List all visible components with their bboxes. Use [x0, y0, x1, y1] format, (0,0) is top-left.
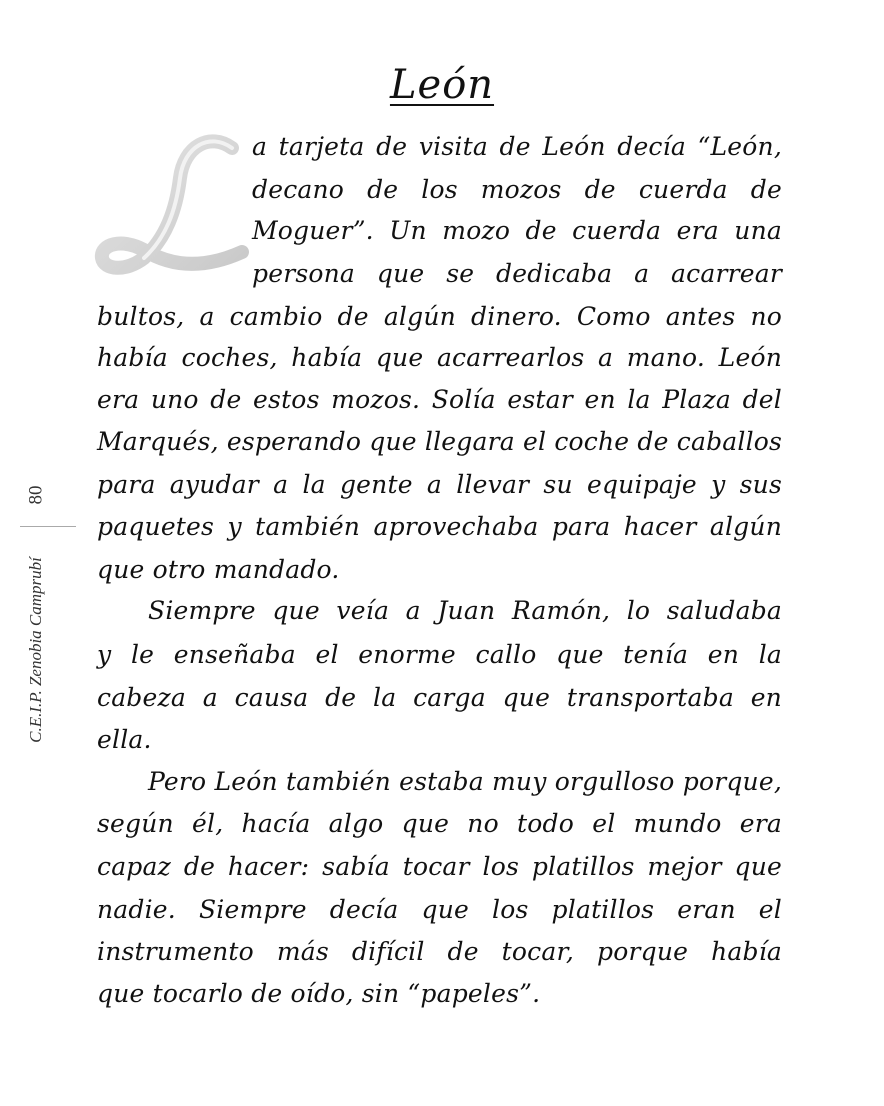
text-line: que tocarlo de oído, sin “papeles”.: [97, 979, 541, 1008]
text-line: a tarjeta de visita de León decía “León,: [252, 132, 782, 161]
text-line: bultos, a cambio de algún dinero. Como antes no: [97, 302, 782, 331]
text-line: Marqués, esperando que llegara el coche de caballos: [97, 427, 783, 456]
margin-footer: [14, 470, 58, 760]
text-line: era uno de estos mozos. Solía estar en la Plaza del: [97, 385, 782, 414]
text-line: había coches, había que acarrearlos a mano. León: [97, 343, 782, 372]
text-line: persona que se dedicaba a acarrear: [252, 259, 782, 288]
text-line: nadie. Siempre decía que los platillos eran el: [97, 895, 782, 924]
school-name: C.E.I.P. Zenobia Camprubí: [26, 557, 46, 743]
text-line: Pero León también estaba muy orgulloso porque,: [148, 767, 782, 796]
page-number: 80: [25, 485, 46, 505]
page-title: León: [389, 62, 495, 108]
text-line: para ayudar a la gente a llevar su equipaje y sus: [97, 470, 782, 499]
text-line: y le enseñaba el enorme callo que tenía en la: [97, 640, 782, 669]
text-line: instrumento más difícil de tocar, porque había: [97, 937, 782, 966]
text-line: decano de los mozos de cuerda de: [252, 175, 782, 204]
text-line: paquetes y también aprovechaba para hacer algún: [97, 512, 782, 541]
text-line: ella.: [97, 725, 152, 754]
text-line: Siempre que veía a Juan Ramón, lo saludaba: [148, 596, 782, 625]
drop-cap-letter: [82, 120, 252, 290]
text-line: que otro mandado.: [97, 555, 340, 584]
margin-divider: [20, 526, 76, 527]
text-line: capaz de hacer: sabía tocar los platillos mejor que: [97, 852, 782, 881]
text-line: cabeza a causa de la carga que transportaba en: [97, 683, 782, 712]
text-line: según él, hacía algo que no todo el mundo era: [97, 809, 782, 838]
text-line: Moguer”. Un mozo de cuerda era una: [252, 216, 782, 245]
